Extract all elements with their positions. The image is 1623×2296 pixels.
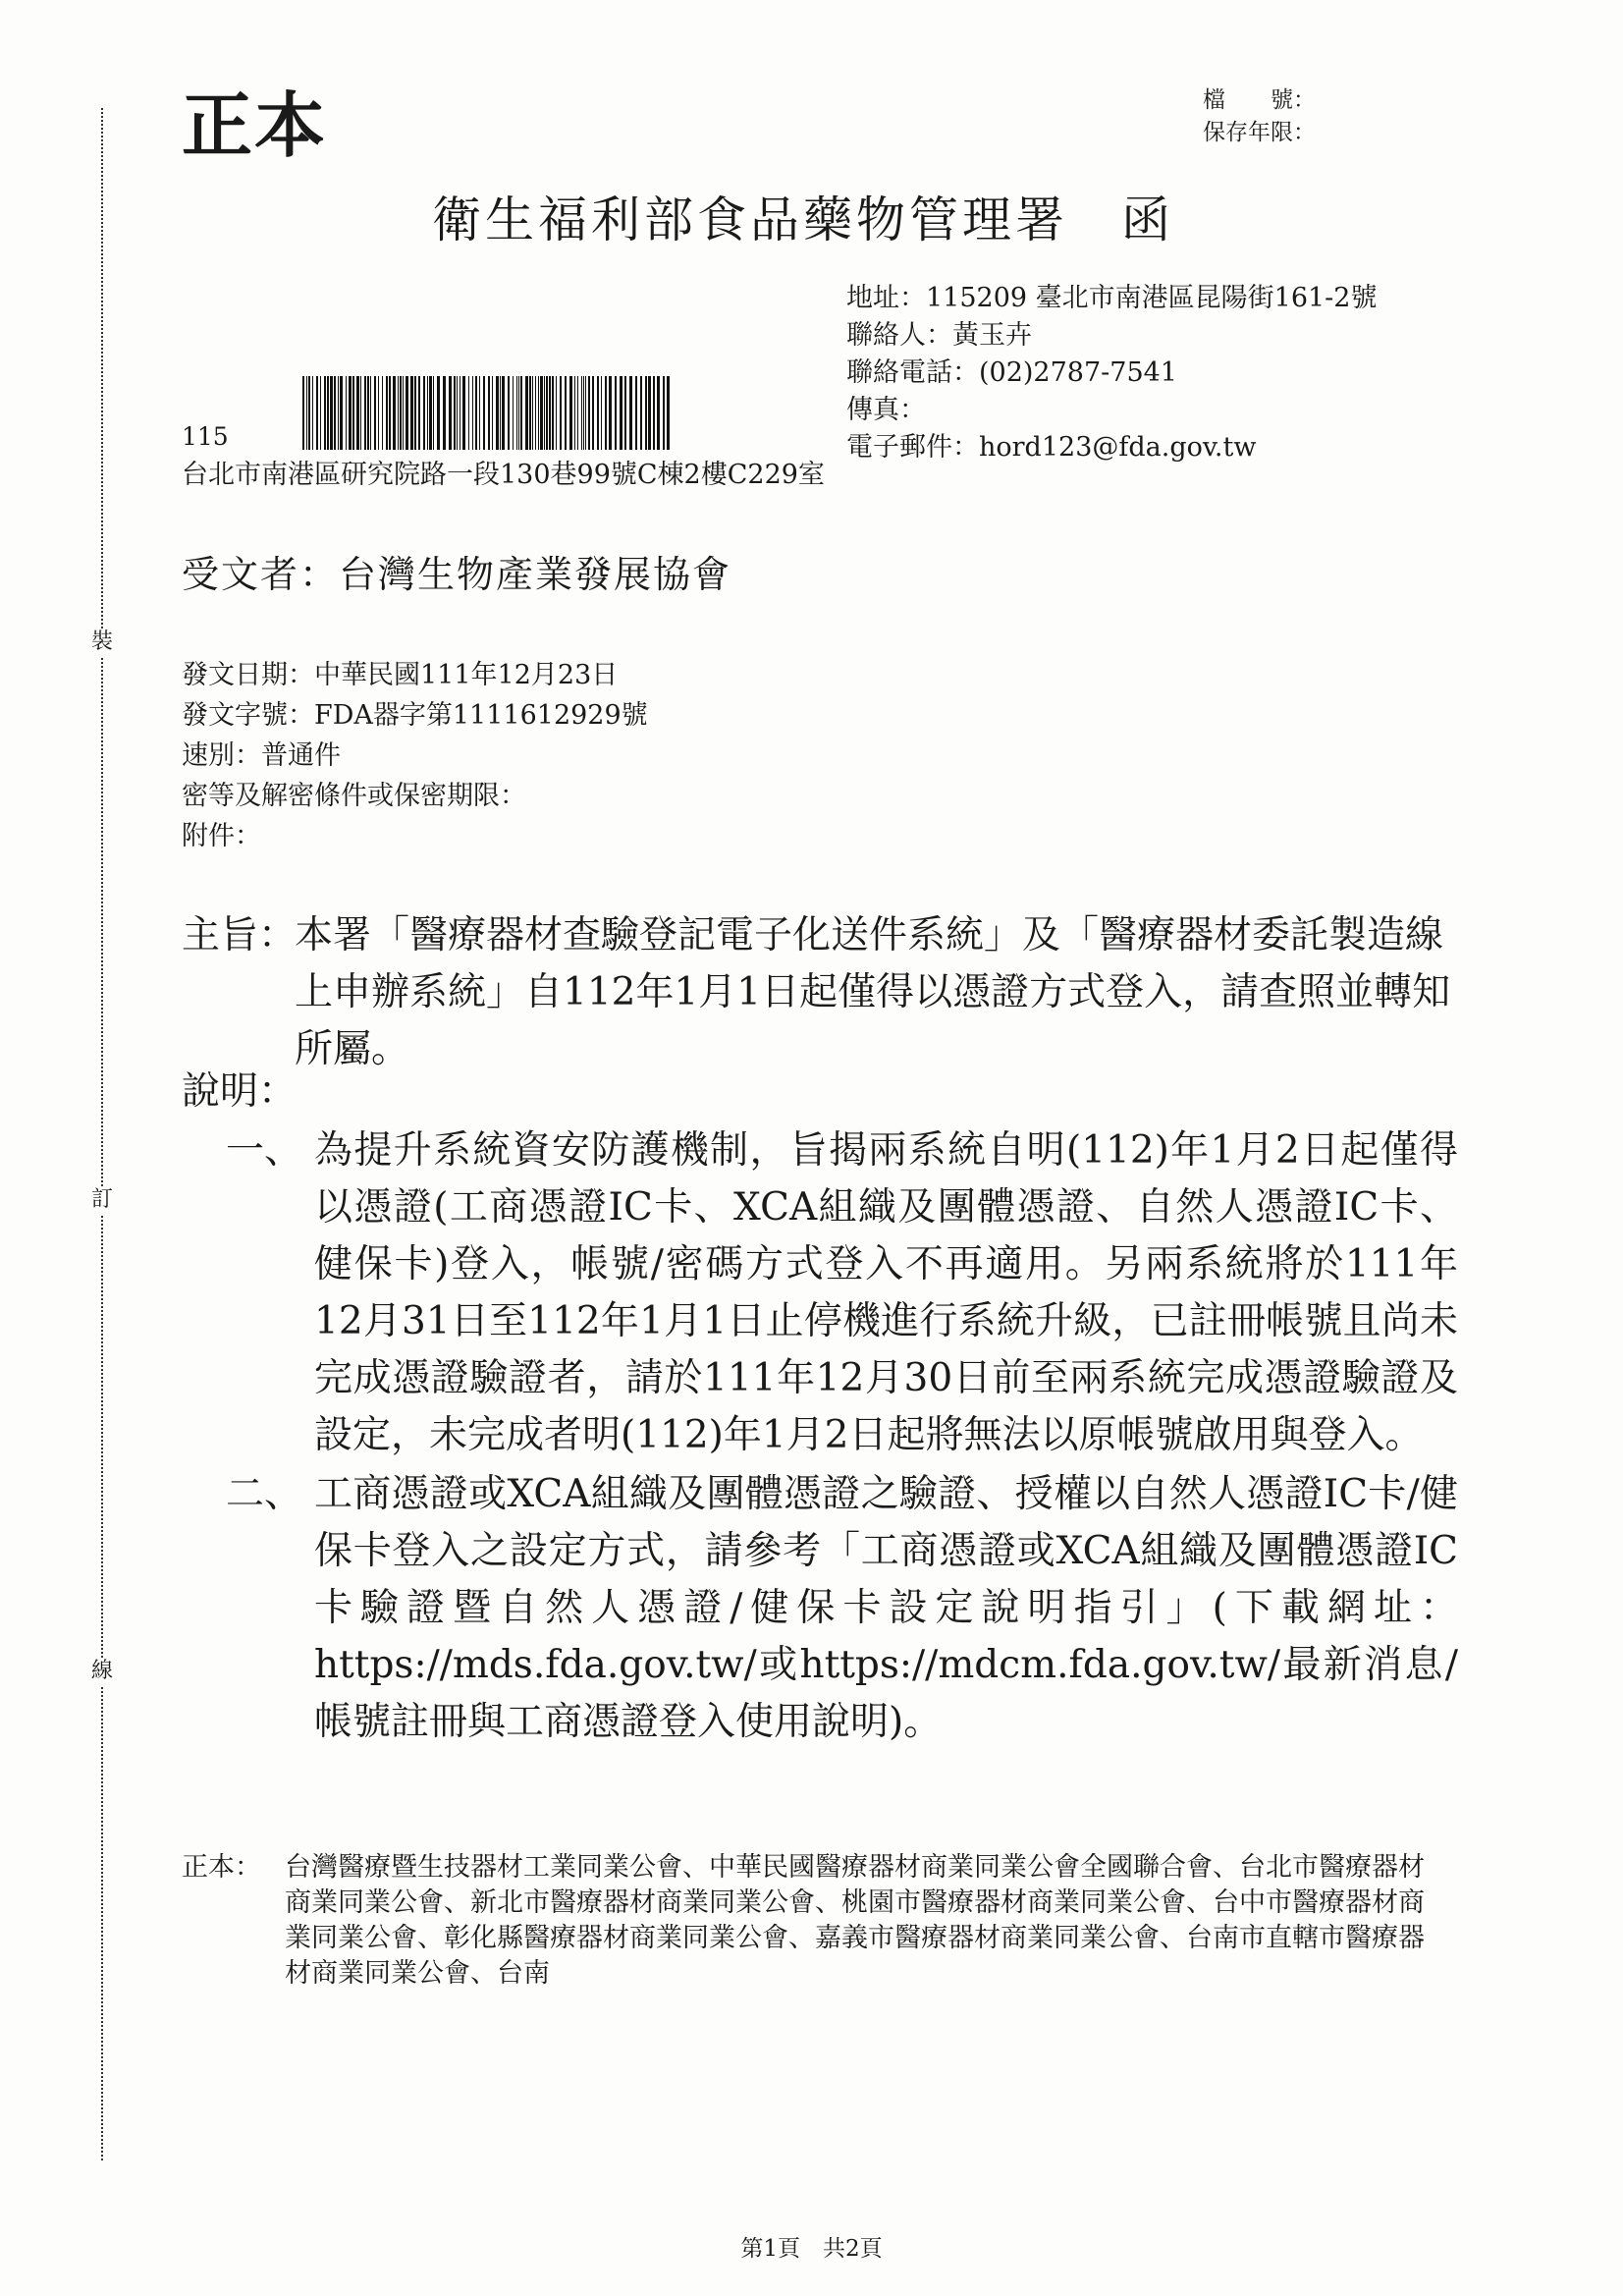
binding-mark-ding: 訂 bbox=[88, 1186, 116, 1214]
subject-label: 主旨： bbox=[182, 913, 298, 957]
item-text: 為提升系統資安防護機制，旨揭兩系統自明(112)年1月2日起僅得以憑證(工商憑證IC卡、XCA組織及團體憑證、自然人憑證IC卡、健保卡)登入，帳號/密碼方式登入不再適用。另兩系統將於111年12月31日至112年1月1日止停機進行系統升級，已註冊帳號且尚未完成憑證驗證者，請於111年12月30日前至兩系統完成憑證驗證及設定，未完成者明(112)年1月2日起將無法以原帳號啟用與登入。 bbox=[314, 1128, 1458, 1457]
binding-mark-zhuang: 裝 bbox=[88, 629, 116, 656]
distribution-list: 台灣醫療暨生技器材工業同業公會、中華民國醫療器材商業同業公會全國聯合會、台北市醫療器材商業同業公會、新北市醫療器材商業同業公會、桃園市醫療器材商業同業公會、台中市醫療器材商業同業公會、彰化縣醫療器材商業同業公會、嘉義市醫療器材商業同業公會、台南市直轄市醫療器材商業同業公會、台南 bbox=[285, 1852, 1425, 1989]
binding-mark-xian: 線 bbox=[88, 1658, 116, 1685]
item-text: 工商憑證或XCA組織及團體憑證之驗證、授權以自然人憑證IC卡/健保卡登入之設定方式，請參考「工商憑證或XCA組織及團體憑證IC卡驗證暨自然人憑證/健保卡設定說明指引」(下載網址：https://mds.fda.gov.tw/或https://mdcm.fda.gov.tw/最新消息/帳號註冊與工商憑證登入使用說明)。 bbox=[314, 1472, 1458, 1744]
explanation-section bbox=[182, 1064, 1458, 1751]
recipient-line: 受文者：台灣生物產業發展協會 bbox=[182, 553, 732, 596]
sender-phone: 聯絡電話：(02)2787-7541 bbox=[846, 357, 1177, 388]
sender-address: 地址：115209 臺北市南港區昆陽街161-2號 bbox=[846, 283, 1378, 313]
subject-section bbox=[182, 907, 1458, 1078]
distribution-label: 正本： bbox=[182, 1852, 261, 1883]
agency-title: 衛生福利部食品藥物管理署 函 bbox=[432, 191, 1174, 248]
sender-info bbox=[846, 280, 1378, 466]
recipient-postal-code: 115 bbox=[182, 422, 229, 451]
subject-text: 本署「醫療器材查驗登記電子化送件系統」及「醫療器材委託製造線上申辦系統」自112年1月1日起僅得以憑證方式登入，請查照並轉知所屬。 bbox=[295, 913, 1451, 1071]
document-meta bbox=[182, 655, 648, 856]
explanation-item bbox=[182, 1466, 1458, 1751]
page-number: 第1頁 共2頁 bbox=[740, 2236, 883, 2262]
item-number: 二、 bbox=[226, 1472, 303, 1516]
binding-line bbox=[101, 108, 103, 2160]
item-number: 一、 bbox=[226, 1128, 303, 1173]
file-meta bbox=[1203, 84, 1316, 149]
recipient-address: 台北市南港區研究院路一段130巷99號C棟2樓C229室 bbox=[182, 460, 825, 490]
sender-fax: 傳真： bbox=[846, 395, 926, 425]
sender-email: 電子郵件：hord123@fda.gov.tw bbox=[846, 432, 1257, 463]
file-number: 檔 號： bbox=[1203, 87, 1316, 113]
document-number: 發文字號：FDA器字第1111612929號 bbox=[182, 700, 648, 731]
retention-period: 保存年限： bbox=[1203, 120, 1316, 145]
attachments: 附件： bbox=[182, 821, 261, 851]
secrecy-level: 密等及解密條件或保密期限： bbox=[182, 781, 526, 811]
sender-contact: 聯絡人：黃玉卉 bbox=[846, 320, 1032, 351]
issue-date: 發文日期：中華民國111年12月23日 bbox=[182, 660, 619, 690]
distribution-section bbox=[182, 1850, 1448, 1992]
explanation-label: 說明： bbox=[182, 1069, 298, 1114]
explanation-item bbox=[182, 1122, 1458, 1464]
delivery-speed: 速別：普通件 bbox=[182, 740, 341, 771]
copy-mark: 正本 bbox=[182, 83, 328, 167]
barcode bbox=[300, 376, 674, 450]
